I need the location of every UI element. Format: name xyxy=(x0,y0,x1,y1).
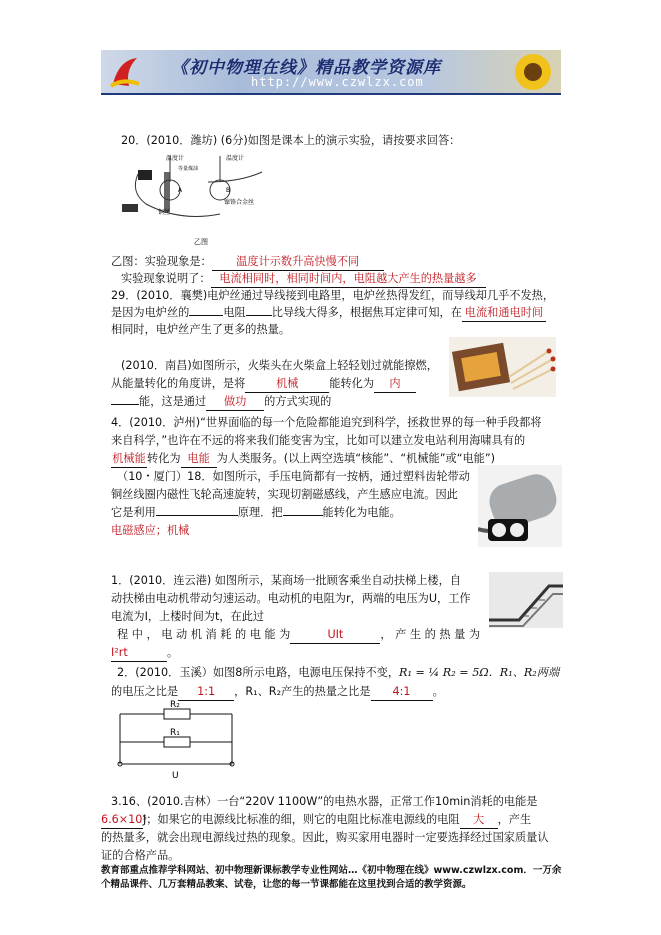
flashlight-photo xyxy=(478,465,562,547)
copper-wire-label: 铜丝 xyxy=(158,209,171,216)
r1-label: R₁ xyxy=(170,728,180,738)
battery-icon xyxy=(138,170,152,180)
q1-answer2: I²rt xyxy=(111,645,167,662)
q20-heading: 20．(2010．潍坊) (6分)如图是课本上的演示实验，请按要求回答： xyxy=(121,134,461,147)
qnc-answer2: 内 xyxy=(374,376,416,393)
matches-photo xyxy=(449,337,556,397)
q20-answer2: 电流相同时，相同时间内，电阻越大产生的热量越多 xyxy=(211,271,486,288)
q20-line1-prefix: 乙图：实验现象是： xyxy=(111,255,212,268)
q2-formula: R₁ = ¼ R₂ = 5Ω．R₁、R₂两端 xyxy=(399,666,560,679)
q4-answer2: 电能 xyxy=(181,451,217,468)
escalator-photo xyxy=(489,572,563,628)
qnc-line3: 能，这是通过 做功 的方式实现的 xyxy=(111,394,331,411)
q2-line1: 2．(2010．玉溪）如图8所示电路，电源电压保持不变，R₁ = ¼ R₂ = 5Ω．R₁、R₂两端 xyxy=(117,666,560,679)
q1-line1: 1．(2010．连云港) 如图所示，某商场一批顾客乘坐自动扶梯上楼，自 xyxy=(111,574,461,587)
sunflower-icon xyxy=(503,50,561,94)
q2-answer1: 1:1 xyxy=(178,684,234,701)
q1-answer1: UIt xyxy=(290,627,380,644)
q29-line3: 相同时，电炉丝产生了更多的热量。 xyxy=(111,323,291,336)
q20-answer1: 温度计示数升高快慢不同 xyxy=(212,254,384,271)
q3-answer2: 大 xyxy=(460,812,498,829)
q1-line5: I²rt 。 xyxy=(111,645,178,662)
alloy-wire-label: 镍铬合金丝 xyxy=(224,199,255,206)
q20-line2 xyxy=(121,271,486,288)
r2-label: R₂ xyxy=(170,700,180,710)
q18-line1: （10・厦门）18．如图所示，手压电筒都有一按柄，通过塑料齿轮带动 xyxy=(117,470,470,483)
label-b: B xyxy=(226,187,231,194)
q20-apparatus-figure xyxy=(120,152,290,248)
figure-caption: 乙图 xyxy=(194,238,208,246)
qnc-line2: 从能量转化的角度讲，是将 机械 能转化为 内 xyxy=(111,376,416,393)
q18-line3: 它是利用 原理．把 能转化为电能。 xyxy=(111,506,401,519)
banner-title: 《初中物理在线》精品教学资源库 xyxy=(171,58,441,78)
q3-line3: 的热量多，就会出现电源线过热的现象。因此，购买家用电器时一定要选择经过国家质量认 xyxy=(101,831,549,844)
q18-answer: 电磁感应；机械 xyxy=(111,524,190,537)
thermo-right-label: 温度计 xyxy=(226,155,245,162)
q20-line2-prefix: 实验现象说明了： xyxy=(121,272,211,285)
qnc-answer3: 做功 xyxy=(206,394,264,411)
q4-answer1: 机械能 xyxy=(111,451,147,468)
q2-circuit-diagram xyxy=(112,698,240,782)
q3-line1: 3.16、(2010.吉林）一台“220V 1100W”的电热水器，正常工作10min消耗的电能是 xyxy=(111,795,538,808)
banner-divider xyxy=(101,93,561,95)
q29-line1: 29．(2010．襄樊)电炉丝通过导线接到电路里，电炉丝热得发红，而导线却几乎不发热， xyxy=(111,289,555,302)
q20-line1 xyxy=(111,254,384,271)
label-a: A xyxy=(178,187,183,194)
qnc-answer1: 机械 xyxy=(245,376,329,393)
q18-line2: 铜丝线圈内磁性飞轮高速旋转，实现切割磁感线，产生感应电流。因此 xyxy=(111,488,458,501)
kerosene-label: 等量煤油 xyxy=(178,166,199,172)
switch-icon xyxy=(122,204,138,212)
q4-line3: 机械能转化为 电能 为人类服务。(以上两空选填“核能”、“机械能”或“电能”) xyxy=(111,451,495,468)
banner-url[interactable]: http://www.czwlzx.com xyxy=(251,75,424,89)
u-label: U xyxy=(172,771,179,781)
thermo-left-label: 温度计 xyxy=(166,155,185,162)
q2-answer2: 4:1 xyxy=(371,684,433,701)
q1-line2: 动扶梯由电动机带动匀速运动。电动机的电阻为r，两端的电压为U，工作 xyxy=(111,592,471,605)
footer-line2: 个精品课件、几万套精品教案、试卷，让您的每一节课都能在这里找到合适的教学资源。 xyxy=(101,879,472,890)
q1-line3: 电流为I，上楼时间为t，在此过 xyxy=(111,610,265,623)
footer-line1: 教育部重点推荐学科网站、初中物理新课标教学专业性网站…《初中物理在线》www.czwlzx.com．一万余 xyxy=(101,865,562,876)
q4-line2: 来自科学，”也许在不远的将来我们能变害为宝，比如可以建立发电站利用海啸具有的 xyxy=(111,434,526,447)
q29-line2: 是因为电炉丝的 电阻 比导线大得多，根据焦耳定律可知，在 电流和通电时间 xyxy=(111,305,546,322)
logo-icon xyxy=(107,54,143,90)
q4-line1: 4．(2010．泸州)“世界面临的每一个危险都能追究到科学，拯救世界的每一种手段都将 xyxy=(111,416,542,429)
q29-answer: 电流和通电时间 xyxy=(462,305,546,322)
q1-line4: 程 中 ， 电 动 机 消 耗 的 电 能 为 UIt ， 产 生 的 热 量 为 xyxy=(117,627,480,644)
q3-line4: 证的合格产品。 xyxy=(101,849,180,862)
q2-line2: 的电压之比是 1:1 ，R₁、R₂产生的热量之比是 4:1 。 xyxy=(111,684,444,701)
qnc-line1: (2010．南昌)如图所示，火柴头在火柴盒上轻轻划过就能擦燃， xyxy=(121,359,438,372)
site-banner xyxy=(101,50,561,94)
q3-answer1: 6.6×10⁵ xyxy=(101,812,143,829)
q3-line2: 6.6×10⁵J；如果它的电源线比标准的细，则它的电阻比标准电源线的电阻 大 ，产生 xyxy=(101,812,531,829)
